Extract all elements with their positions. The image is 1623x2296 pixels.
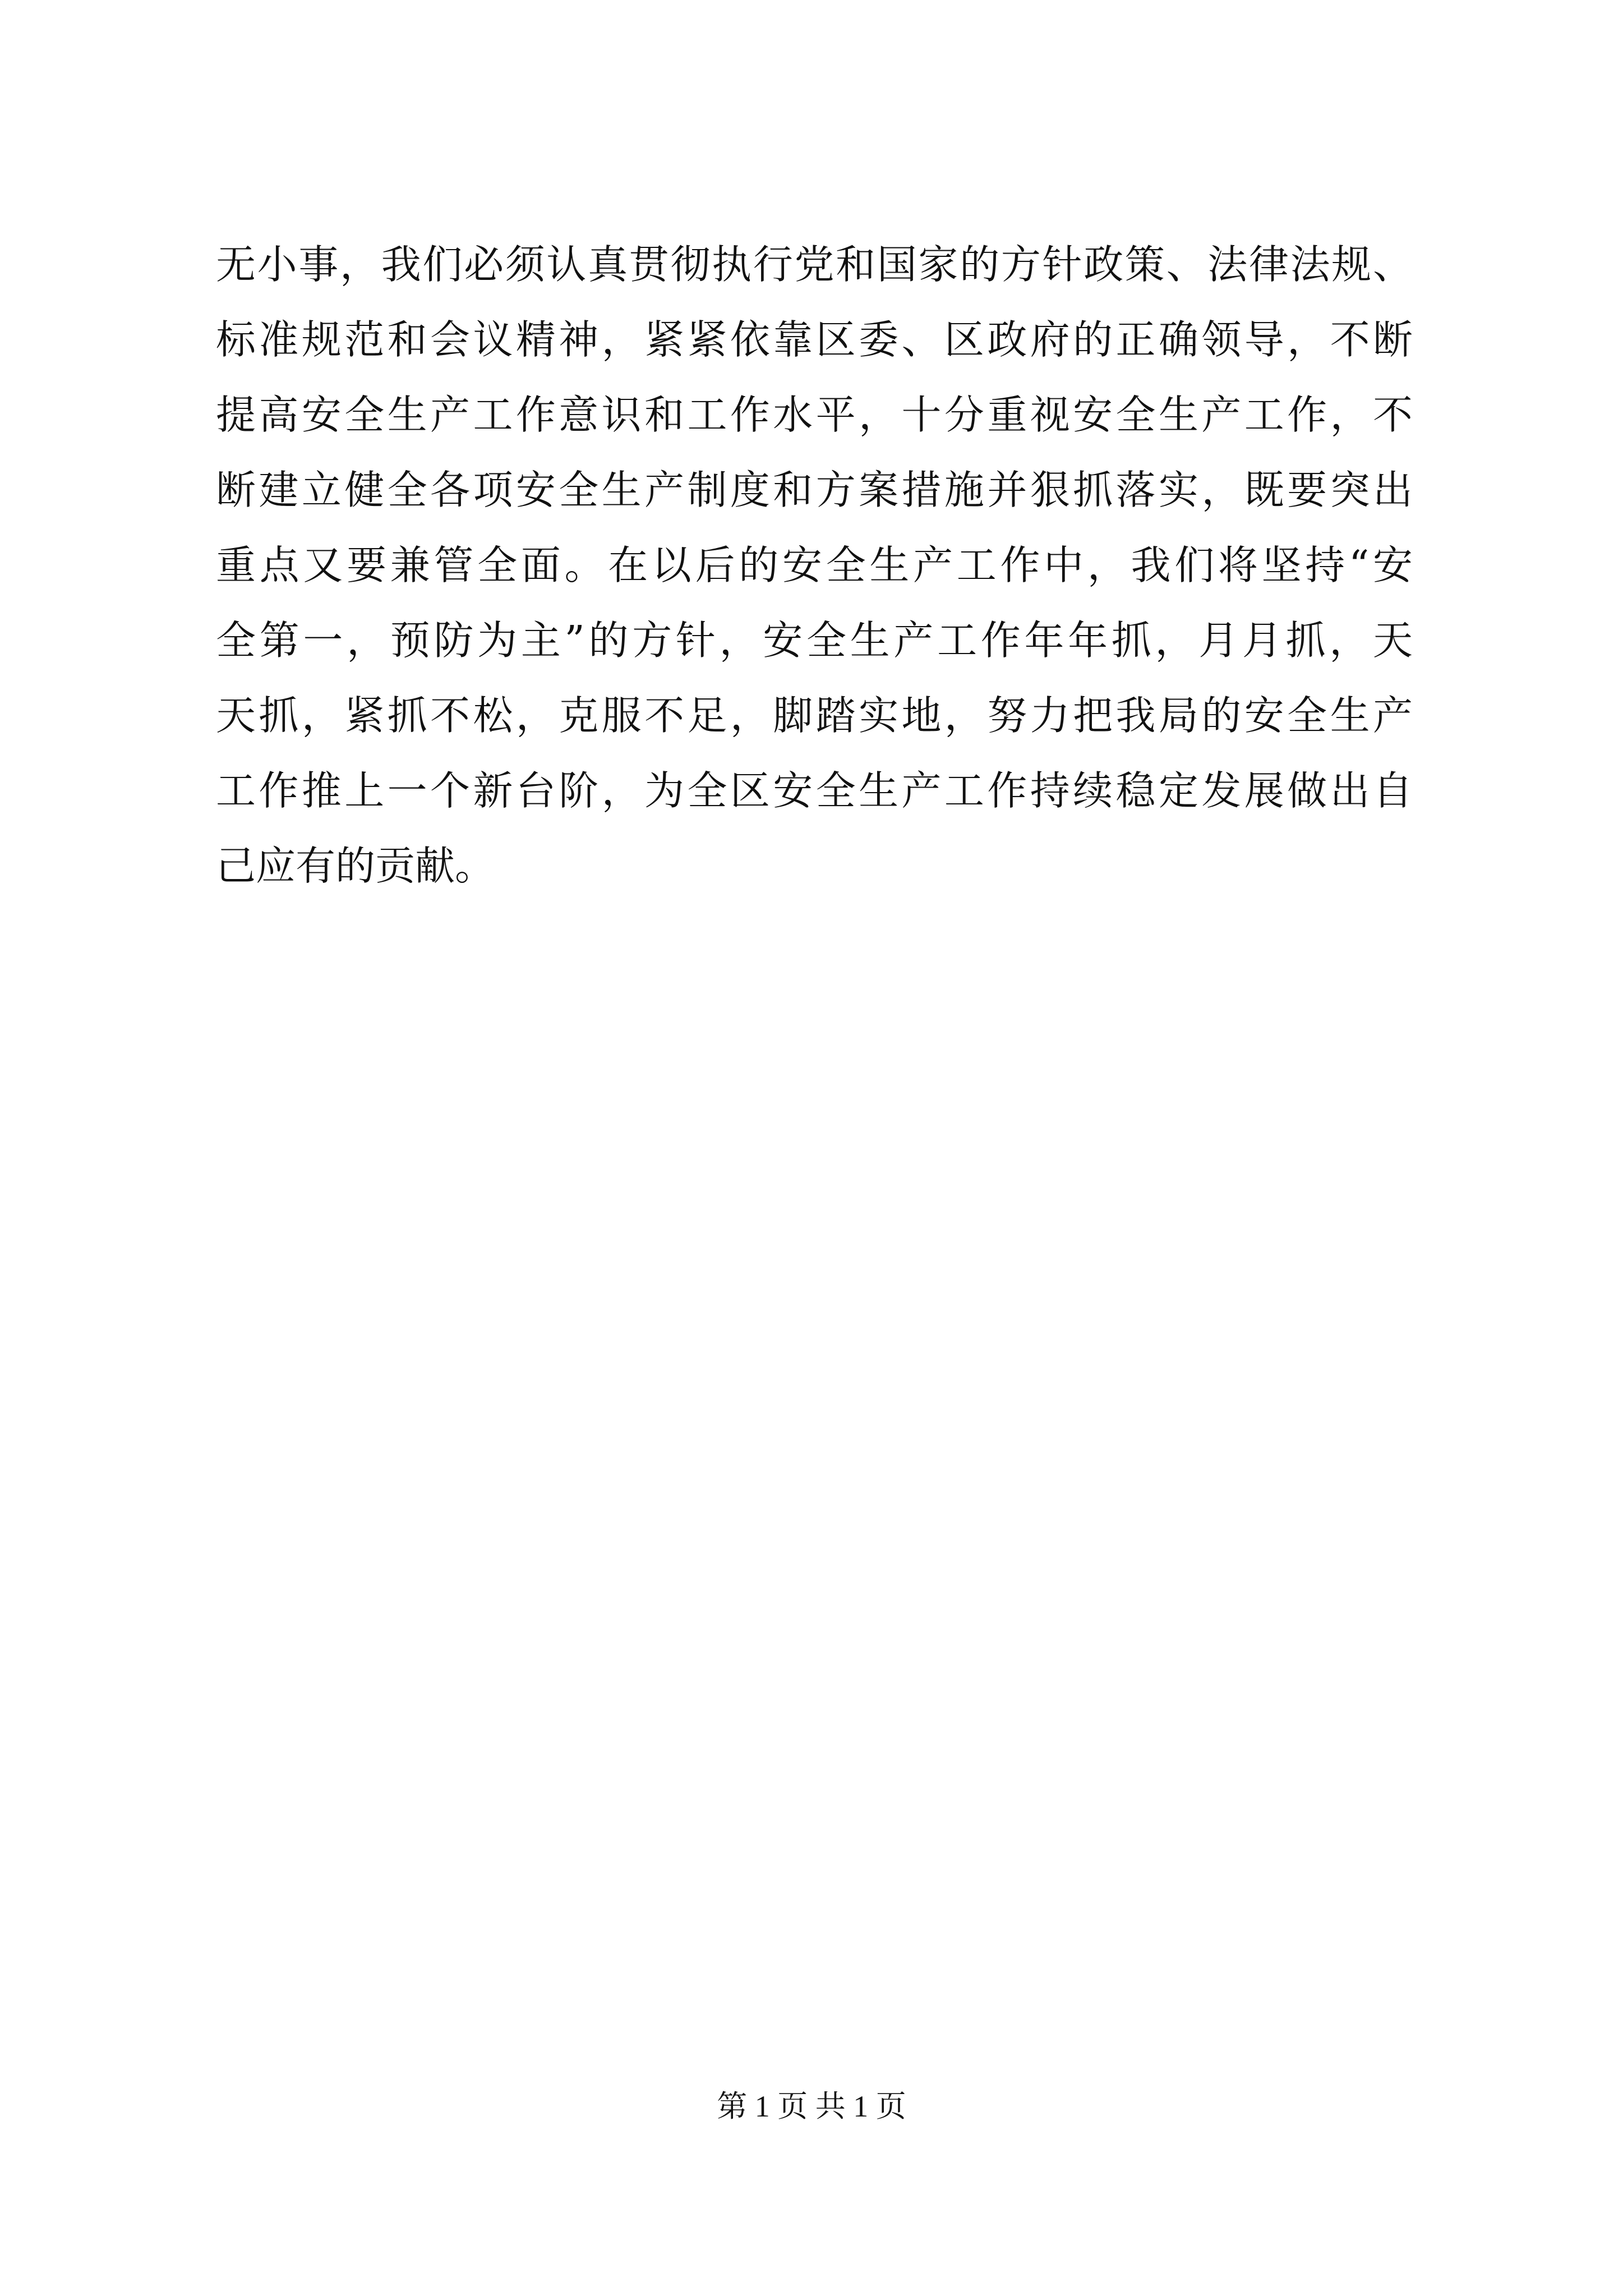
page-footer: 第 1 页 共 1 页 xyxy=(717,2090,906,2123)
body-line: 标准规范和会议精神，紧紧依靠区委、区政府的正确领导，不断 xyxy=(216,316,1413,363)
body-paragraph xyxy=(216,227,1413,904)
body-line: 己应有的贡献。 xyxy=(216,843,495,889)
body-line: 天抓，紧抓不松，克服不足，脚踏实地，努力把我局的安全生产 xyxy=(216,692,1413,739)
body-line: 断建立健全各项安全生产制度和方案措施并狠抓落实，既要突出 xyxy=(216,467,1413,513)
body-line: 重点又要兼管全面。在以后的安全生产工作中，我们将坚持“安 xyxy=(216,542,1413,588)
body-line: 无小事，我们必须认真贯彻执行党和国家的方针政策、法律法规、 xyxy=(216,241,1413,288)
body-line: 工作推上一个新台阶，为全区安全生产工作持续稳定发展做出自 xyxy=(216,767,1413,814)
body-line: 提高安全生产工作意识和工作水平，十分重视安全生产工作，不 xyxy=(216,392,1413,438)
body-line: 全第一，预防为主”的方针，安全生产工作年年抓，月月抓，天 xyxy=(216,617,1413,664)
